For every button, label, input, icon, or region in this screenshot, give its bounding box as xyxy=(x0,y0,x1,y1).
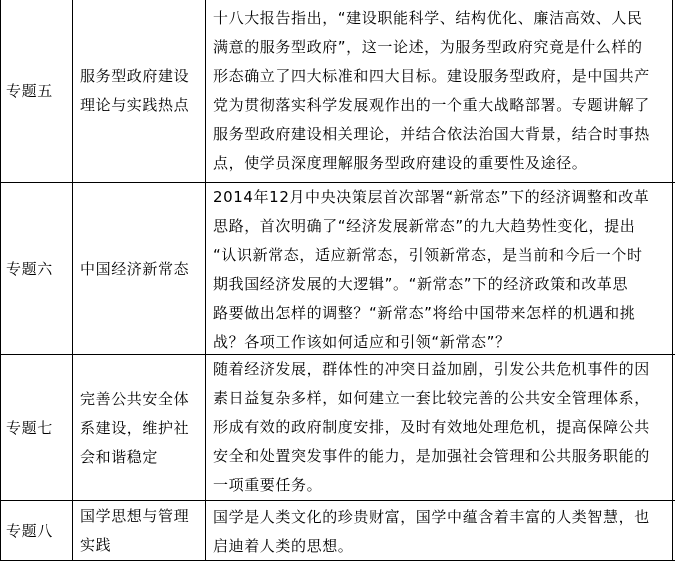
topic-title-line: 完善公共安全体 xyxy=(80,389,190,408)
topic-title-line: 实践 xyxy=(80,536,112,554)
topic-label: 专题五 xyxy=(6,81,53,100)
topic-description xyxy=(213,355,671,500)
description-line: 一项重要任务。 xyxy=(213,476,323,494)
description-line: 随着经济发展，群体性的冲突日益加剧，引发公共危机事件的因 xyxy=(213,360,650,378)
topic-label: 专题七 xyxy=(6,418,53,437)
topic-label: 专题六 xyxy=(6,259,53,278)
description-line: “认识新常态，适应新常态，引领新常态，是当前和今后一个时 xyxy=(213,246,643,264)
description-line: 期我国经济发展的大逻辑”。“新常态”下的经济政策和改革思 xyxy=(213,275,629,293)
topic-description xyxy=(213,503,671,561)
description-line: 国学是人类文化的珍贵财富，国学中蕴含着丰富的人类智慧，也 xyxy=(213,508,650,526)
topic-description xyxy=(213,4,671,178)
table-row xyxy=(0,354,675,500)
topic-title-line: 服务型政府建设 xyxy=(80,67,190,85)
topic-title-line: 中国经济新常态 xyxy=(80,259,190,278)
table-row xyxy=(0,0,675,182)
description-line: 服务型政府建设相关理论，并结合依法治国大背景，结合时事热 xyxy=(213,125,650,143)
description-line: 形态确立了四大标准和四大目标。建设服务型政府，是中国共产 xyxy=(213,67,650,85)
topic-title-line: 会和谐稳定 xyxy=(80,447,159,466)
description-line: 素日益复杂多样，如何建立一套比较完善的公共安全管理体系， xyxy=(213,389,650,407)
description-line: 满意的服务型政府”，这一论述，为服务型政府究竟是什么样的 xyxy=(213,38,643,56)
description-line: 战？各项工作该如何适应和引领“新常态”？ xyxy=(213,333,511,351)
description-line: 路要做出怎样的调整？“新常态”将给中国带来怎样的机遇和挑 xyxy=(213,304,636,322)
description-line: 2014年12月中央决策层首次部署“新常态”下的经济调整和改革 xyxy=(213,188,650,206)
topic-title xyxy=(80,501,206,561)
table-bottom-border xyxy=(0,560,675,561)
description-line: 启迪着人类的思想。 xyxy=(213,537,354,555)
topic-label: 专题八 xyxy=(6,521,53,540)
topic-title xyxy=(80,183,206,355)
topic-title-line: 理论与实践热点 xyxy=(80,96,190,114)
topic-title xyxy=(80,0,206,182)
topic-title xyxy=(80,355,206,501)
description-line: 十八大报告指出，“建设职能科学、结构优化、廉洁高效、人民 xyxy=(213,9,643,27)
topic-description xyxy=(213,183,671,357)
description-line: 点，使学员深度理解服务型政府建设的重要性及途径。 xyxy=(213,154,588,172)
table-row xyxy=(0,182,675,354)
description-line: 党为贯彻落实科学发展观作出的一个重大战略部署。专题讲解了 xyxy=(213,96,650,114)
description-line: 安全和处置突发事件的能力，是加强社会管理和公共服务职能的 xyxy=(213,447,650,465)
description-line: 思路，首次明确了“经济发展新常态”的九大趋势性变化，提出 xyxy=(213,217,636,235)
table-row xyxy=(0,500,675,560)
topic-title-line: 系建设，维护社 xyxy=(80,418,190,437)
description-line: 形成有效的政府制度安排，及时有效地处理危机，提高保障公共 xyxy=(213,418,650,436)
topic-title-line: 国学思想与管理 xyxy=(80,507,190,525)
